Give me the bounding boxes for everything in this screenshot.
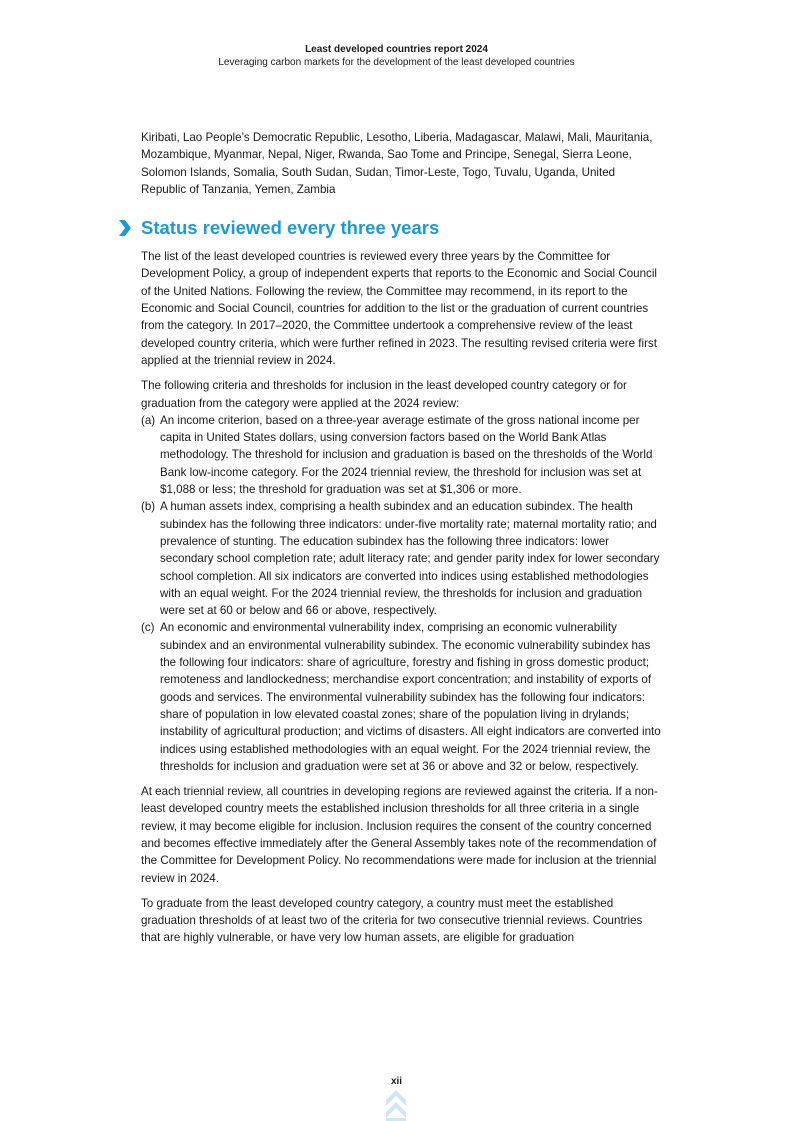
section-heading [141, 215, 661, 241]
list-marker: (c) [141, 621, 155, 635]
list-item-text: A human assets index, comprising a health subindex and an education subindex. The health subindex has the following three indicators: under-five mortality rate; maternal mortality ratio; and prevalence of stunting. The education subindex has the following three indicators: lower secondary school completion rate; adult literacy rate; and gender parity index for lower secondary school completion. All six indicators are converted into indices using established methodologies with an equal weight. For the 2024 triennial review, the thresholds for inclusion and graduation were set at 60 or below and 66 or above, respectively. [160, 500, 660, 618]
list-item-text: An income criterion, based on a three-year average estimate of the gross national income per capita in United States dollars, using conversion factors based on the World Bank Atlas methodology. The threshold for inclusion and graduation is based on the thresholds of the World Bank low-income category. For the 2024 triennial review, the threshold for inclusion was set at $1,088 or less; the threshold for graduation was set at $1,306 or more. [160, 413, 653, 497]
paragraph: To graduate from the least developed country category, a country must meet the established graduation thresholds of at least two of the criteria for two consecutive triennial reviews. Countries that are highly vulnerable, or have very low human assets, are eligible for graduation [141, 896, 643, 945]
back-to-top-icon[interactable] [386, 1090, 406, 1121]
paragraph: The list of the least developed countries is reviewed every three years by the Committee for Development Policy, a group of independent experts that reports to the Economic and Social Council of the United Nations. Following the review, the Committee may recommend, in its report to the Economic and Social Council, countries for addition to the list or the graduation of current countries from the category. In 2017–2020, the Committee undertook a comprehensive review of the least developed country criteria, which were further refined in 2023. The resulting revised criteria were first applied at the triennial review in 2024. [141, 250, 658, 367]
paragraph: At each triennial review, all countries in developing regions are reviewed against the criteria. If a non-least developed country meets the established inclusion thresholds for all three criteria in a single review, it may become eligible for inclusion. Inclusion requires the consent of the country concerned and becomes effective immediately after the General Assembly takes note of the recommendation of the Committee for Development Policy. No recommendations were made for inclusion at the triennial review in 2024. [141, 785, 658, 885]
criteria-item-a [141, 412, 661, 498]
paragraph: The following criteria and thresholds for inclusion in the least developed country category or for graduation from the category were applied at the 2024 review: [141, 379, 627, 410]
main-content [141, 129, 661, 947]
running-header [0, 43, 793, 69]
countries-list-text: Kiribati, Lao People’s Democratic Republic, Lesotho, Liberia, Madagascar, Malawi, Mali, Mauritania, Mozambique, Myanmar, Nepal, Niger, Rwanda, Sao Tome and Principe, Senegal, Sierra Leone, Solomon Islands, Somalia, South Sudan, Sudan, Timor-Leste, Togo, Tuvalu, Uganda, United Republic of Tanzania, Yemen, Zambia [141, 131, 653, 196]
section-heading-text: Status reviewed every three years [141, 217, 440, 239]
chevron-right-icon [117, 220, 131, 236]
criteria-item-b [141, 498, 661, 619]
list-item-text: An economic and environmental vulnerability index, comprising an economic vulnerability subindex and an environmental vulnerability subindex. The economic vulnerability subindex has the following four indicators: share of agriculture, forestry and fishing in gross domestic product; remoteness and landlockedness; merchandise export concentration; and instability of exports of goods and services. The environmental vulnerability subindex has the following four indicators: share of population in low elevated coastal zones; share of the population living in drylands; instability of agricultural production; and victims of disasters. All eight indicators are converted into indices using established methodologies with an equal weight. For the 2024 triennial review, the thresholds for inclusion and graduation were set at 36 or above and 32 or below, respectively. [160, 621, 661, 773]
list-marker: (a) [141, 413, 156, 427]
page-number: xii [390, 1076, 403, 1087]
list-marker: (b) [141, 500, 156, 514]
report-title: Least developed countries report 2024 [305, 44, 488, 55]
report-subtitle: Leveraging carbon markets for the development of the least developed countries [218, 57, 575, 68]
criteria-item-c [141, 619, 661, 775]
